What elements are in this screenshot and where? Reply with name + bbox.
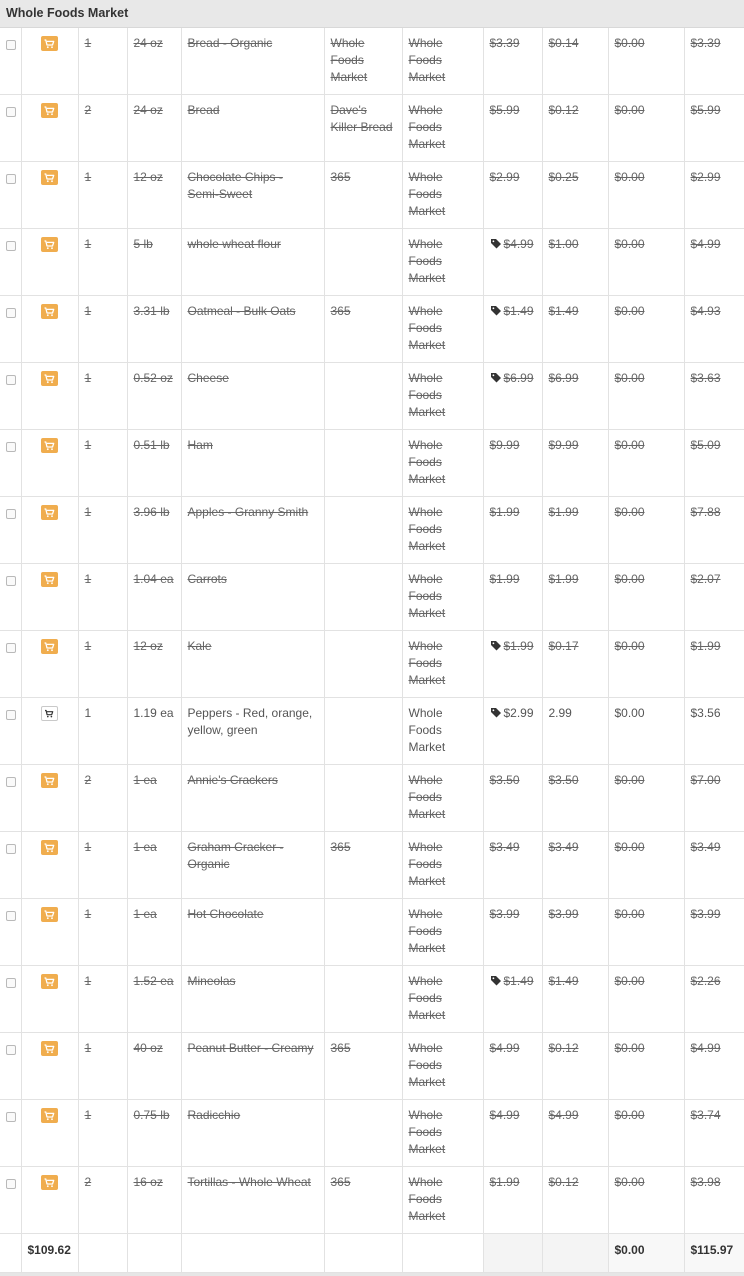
quantity: 1 (78, 497, 127, 564)
quantity: 1 (78, 229, 127, 296)
cart-cell[interactable] (21, 899, 78, 966)
price: $3.50 (489, 773, 520, 787)
row-checkbox[interactable] (0, 1033, 21, 1100)
unit-price: $9.99 (542, 430, 608, 497)
cart-icon[interactable] (41, 237, 58, 252)
row-checkbox[interactable] (0, 229, 21, 296)
checkbox-box[interactable] (6, 375, 16, 385)
table-row[interactable] (0, 1100, 744, 1167)
price-cell (483, 966, 542, 1033)
price-cell (483, 1167, 542, 1234)
unit-price: $1.99 (542, 497, 608, 564)
brand: 365 (324, 296, 402, 363)
totals-spacer (0, 1234, 21, 1273)
sale-tag-icon (490, 974, 504, 988)
price: $1.49 (503, 304, 534, 318)
row-checkbox[interactable] (0, 296, 21, 363)
row-checkbox[interactable] (0, 1167, 21, 1234)
checkbox-box[interactable] (6, 1045, 16, 1055)
checkbox-box[interactable] (6, 844, 16, 854)
line-total: $2.99 (684, 162, 744, 229)
discount: $0.00 (608, 832, 684, 899)
quantity: 1 (78, 899, 127, 966)
price: $2.99 (503, 706, 534, 720)
table-row[interactable] (0, 832, 744, 899)
size: 24 oz (127, 95, 181, 162)
checkbox-box[interactable] (6, 911, 16, 921)
cart-cell[interactable] (21, 698, 78, 765)
quantity: 1 (78, 832, 127, 899)
cart-cell[interactable] (21, 430, 78, 497)
price-cell (483, 95, 542, 162)
line-total: $7.00 (684, 765, 744, 832)
store: Whole Foods Market (402, 631, 483, 698)
sale-tag-icon (490, 304, 504, 318)
item-name[interactable]: Peppers - Red, orange, yellow, green (181, 698, 324, 765)
item-name[interactable]: Carrots (181, 564, 324, 631)
brand (324, 430, 402, 497)
table-row[interactable] (0, 363, 744, 430)
discount: $0.00 (608, 296, 684, 363)
size: 40 oz (127, 1033, 181, 1100)
cart-cell[interactable] (21, 497, 78, 564)
line-total: $5.99 (684, 95, 744, 162)
checkbox-box[interactable] (6, 643, 16, 653)
size: 12 oz (127, 631, 181, 698)
brand: 365 (324, 1167, 402, 1234)
line-total: $4.99 (684, 1033, 744, 1100)
size: 3.31 lb (127, 296, 181, 363)
table-row[interactable] (0, 765, 744, 832)
line-total: $3.98 (684, 1167, 744, 1234)
price: $2.99 (489, 170, 520, 184)
item-name[interactable]: Ham (181, 430, 324, 497)
discount: $0.00 (608, 1167, 684, 1234)
item-name[interactable]: Kale (181, 631, 324, 698)
cart-cell[interactable] (21, 1100, 78, 1167)
cart-icon[interactable] (41, 773, 58, 788)
table-row[interactable] (0, 564, 744, 631)
size: 1.04 ea (127, 564, 181, 631)
unit-price: $1.99 (542, 564, 608, 631)
store: Whole Foods Market (402, 430, 483, 497)
discount: $0.00 (608, 966, 684, 1033)
cart-icon[interactable] (41, 1108, 58, 1123)
cart-icon[interactable] (41, 103, 58, 118)
discount: $0.00 (608, 899, 684, 966)
price: $6.99 (503, 371, 534, 385)
checkbox-box[interactable] (6, 107, 16, 117)
quantity: 1 (78, 966, 127, 1033)
quantity: 1 (78, 296, 127, 363)
brand (324, 899, 402, 966)
table-row[interactable] (0, 631, 744, 698)
unit-price: $0.14 (542, 28, 608, 95)
item-name[interactable]: Graham Cracker - Organic (181, 832, 324, 899)
unit-price: $3.49 (542, 832, 608, 899)
sale-tag-icon (490, 639, 504, 653)
store-name: Whole Foods Market (6, 6, 129, 20)
item-name[interactable]: Chocolate Chips - Semi-Sweet (181, 162, 324, 229)
price: $5.99 (489, 103, 520, 117)
price: $9.99 (489, 438, 520, 452)
discount: $0.00 (608, 631, 684, 698)
store: Whole Foods Market (402, 564, 483, 631)
discount: $0.00 (608, 1033, 684, 1100)
cart-cell[interactable] (21, 966, 78, 1033)
quantity: 2 (78, 765, 127, 832)
size: 3.96 lb (127, 497, 181, 564)
line-total: $4.99 (684, 229, 744, 296)
size: 12 oz (127, 162, 181, 229)
checkbox-box[interactable] (6, 777, 16, 787)
cart-cell[interactable] (21, 28, 78, 95)
row-checkbox[interactable] (0, 564, 21, 631)
store: Whole Foods Market (402, 698, 483, 765)
item-name[interactable]: Hot Chocolate (181, 899, 324, 966)
cart-icon[interactable] (41, 1175, 58, 1190)
discount-total-value: $0.00 (608, 1234, 684, 1273)
cart-cell[interactable] (21, 631, 78, 698)
table-row[interactable] (0, 28, 744, 95)
unit-price: $0.25 (542, 162, 608, 229)
quantity: 1 (78, 1033, 127, 1100)
cart-icon[interactable] (41, 438, 58, 453)
unit-price: $0.12 (542, 1167, 608, 1234)
price-cell (483, 1100, 542, 1167)
brand: 365 (324, 1033, 402, 1100)
quantity: 1 (78, 430, 127, 497)
grand-total-value: $115.97 (684, 1234, 744, 1273)
sale-tag-icon (490, 706, 504, 720)
checkbox-box[interactable] (6, 1179, 16, 1189)
price-cell (483, 229, 542, 296)
size: 1 ea (127, 899, 181, 966)
line-total: $4.93 (684, 296, 744, 363)
row-checkbox[interactable] (0, 162, 21, 229)
row-checkbox[interactable] (0, 95, 21, 162)
quantity: 2 (78, 95, 127, 162)
discount: $0.00 (608, 162, 684, 229)
item-name[interactable]: Radicchio (181, 1100, 324, 1167)
cart-cell[interactable] (21, 95, 78, 162)
size: 1.52 ea (127, 966, 181, 1033)
unit-price: $0.12 (542, 95, 608, 162)
size: 24 oz (127, 28, 181, 95)
cart-cell[interactable] (21, 1033, 78, 1100)
item-name[interactable]: Peanut Butter - Creamy (181, 1033, 324, 1100)
cart-icon[interactable] (41, 304, 58, 319)
checkbox-box[interactable] (6, 442, 16, 452)
store: Whole Foods Market (402, 966, 483, 1033)
quantity: 1 (78, 698, 127, 765)
price: $3.99 (489, 907, 520, 921)
size: 0.51 lb (127, 430, 181, 497)
cart-cell[interactable] (21, 765, 78, 832)
store-header (0, 0, 744, 28)
price: $1.99 (489, 572, 520, 586)
price: $1.99 (489, 1175, 520, 1189)
cart-icon[interactable] (41, 1041, 58, 1056)
brand: 365 (324, 832, 402, 899)
size: 16 oz (127, 1167, 181, 1234)
store: Whole Foods Market (402, 229, 483, 296)
discount: $0.00 (608, 765, 684, 832)
price-cell (483, 765, 542, 832)
row-checkbox[interactable] (0, 1100, 21, 1167)
checkbox-box[interactable] (6, 710, 16, 720)
line-total: $1.99 (684, 631, 744, 698)
brand (324, 631, 402, 698)
quantity: 1 (78, 28, 127, 95)
item-name[interactable]: Cheese (181, 363, 324, 430)
row-checkbox[interactable] (0, 966, 21, 1033)
discount: $0.00 (608, 95, 684, 162)
quantity: 1 (78, 631, 127, 698)
row-checkbox[interactable] (0, 497, 21, 564)
unit-price: $4.99 (542, 1100, 608, 1167)
cart-cell[interactable] (21, 1167, 78, 1234)
unit-price: $1.49 (542, 296, 608, 363)
quantity: 2 (78, 1167, 127, 1234)
line-total: $2.26 (684, 966, 744, 1033)
item-name[interactable]: Tortillas - Whole Wheat (181, 1167, 324, 1234)
subtotal-value: $109.62 (21, 1234, 78, 1273)
table-row[interactable] (0, 95, 744, 162)
row-checkbox[interactable] (0, 430, 21, 497)
price-cell (483, 497, 542, 564)
price-cell (483, 832, 542, 899)
cart-icon[interactable] (41, 505, 58, 520)
unit-price: $6.99 (542, 363, 608, 430)
unit-price: $1.49 (542, 966, 608, 1033)
checkbox-box[interactable] (6, 576, 16, 586)
cart-icon[interactable] (41, 572, 58, 587)
price: $4.99 (489, 1108, 520, 1122)
store: Whole Foods Market (402, 95, 483, 162)
checkbox-box[interactable] (6, 174, 16, 184)
table-row[interactable] (0, 296, 744, 363)
discount: $0.00 (608, 28, 684, 95)
unit-price: 2.99 (542, 698, 608, 765)
sale-tag-icon (490, 371, 504, 385)
table-row[interactable] (0, 966, 744, 1033)
checkbox-box[interactable] (6, 40, 16, 50)
discount: $0.00 (608, 497, 684, 564)
price-cell (483, 162, 542, 229)
item-name[interactable]: Oatmeal - Bulk Oats (181, 296, 324, 363)
price-cell (483, 363, 542, 430)
price-cell (483, 631, 542, 698)
discount: $0.00 (608, 363, 684, 430)
cart-icon[interactable] (41, 639, 58, 654)
store: Whole Foods Market (402, 1167, 483, 1234)
line-total: $3.56 (684, 698, 744, 765)
unit-price: $0.17 (542, 631, 608, 698)
discount: $0.00 (608, 698, 684, 765)
store: Whole Foods Market (402, 1033, 483, 1100)
cart-icon[interactable] (41, 840, 58, 855)
size: 1 ea (127, 832, 181, 899)
shopping-list-table (0, 28, 744, 1273)
row-checkbox[interactable] (0, 698, 21, 765)
cart-icon[interactable] (41, 706, 58, 721)
line-total: $3.63 (684, 363, 744, 430)
line-total: $7.88 (684, 497, 744, 564)
store: Whole Foods Market (402, 296, 483, 363)
row-checkbox[interactable] (0, 28, 21, 95)
cart-cell[interactable] (21, 363, 78, 430)
unit-price: $3.50 (542, 765, 608, 832)
price-cell (483, 564, 542, 631)
cart-icon[interactable] (41, 371, 58, 386)
table-row[interactable] (0, 1167, 744, 1234)
item-name[interactable]: Bread (181, 95, 324, 162)
row-checkbox[interactable] (0, 832, 21, 899)
row-checkbox[interactable] (0, 899, 21, 966)
checkbox-box[interactable] (6, 978, 16, 988)
line-total: $3.39 (684, 28, 744, 95)
brand (324, 564, 402, 631)
cart-cell[interactable] (21, 564, 78, 631)
brand (324, 497, 402, 564)
table-row[interactable] (0, 430, 744, 497)
item-name[interactable]: Annie's Crackers (181, 765, 324, 832)
checkbox-box[interactable] (6, 308, 16, 318)
item-name[interactable]: Apples - Granny Smith (181, 497, 324, 564)
item-name[interactable]: Mineolas (181, 966, 324, 1033)
item-name[interactable]: whole wheat flour (181, 229, 324, 296)
brand: Dave's Killer Bread (324, 95, 402, 162)
totals-row (0, 1234, 744, 1273)
cart-cell[interactable] (21, 162, 78, 229)
store: Whole Foods Market (402, 899, 483, 966)
cart-cell[interactable] (21, 229, 78, 296)
size: 1 ea (127, 765, 181, 832)
store: Whole Foods Market (402, 162, 483, 229)
price: $3.39 (489, 36, 520, 50)
cart-icon[interactable] (41, 974, 58, 989)
store: Whole Foods Market (402, 765, 483, 832)
brand (324, 765, 402, 832)
table-row[interactable] (0, 229, 744, 296)
brand (324, 363, 402, 430)
brand (324, 1100, 402, 1167)
price: $1.99 (503, 639, 534, 653)
item-name[interactable]: Bread - Organic (181, 28, 324, 95)
price-cell (483, 899, 542, 966)
brand: Whole Foods Market (324, 28, 402, 95)
price-cell (483, 28, 542, 95)
price: $4.99 (503, 237, 534, 251)
sale-tag-icon (490, 237, 504, 251)
table-row[interactable] (0, 497, 744, 564)
quantity: 1 (78, 564, 127, 631)
price-cell (483, 698, 542, 765)
price-cell (483, 1033, 542, 1100)
checkbox-box[interactable] (6, 509, 16, 519)
unit-price: $1.00 (542, 229, 608, 296)
quantity: 1 (78, 162, 127, 229)
unit-price: $3.99 (542, 899, 608, 966)
cart-cell[interactable] (21, 832, 78, 899)
size: 0.75 lb (127, 1100, 181, 1167)
unit-price: $0.12 (542, 1033, 608, 1100)
line-total: $2.07 (684, 564, 744, 631)
size: 0.52 oz (127, 363, 181, 430)
table-row[interactable] (0, 162, 744, 229)
brand: 365 (324, 162, 402, 229)
brand (324, 229, 402, 296)
price: $3.49 (489, 840, 520, 854)
store: Whole Foods Market (402, 497, 483, 564)
store: Whole Foods Market (402, 363, 483, 430)
store: Whole Foods Market (402, 28, 483, 95)
brand (324, 698, 402, 765)
row-checkbox[interactable] (0, 363, 21, 430)
line-total: $5.09 (684, 430, 744, 497)
quantity: 1 (78, 1100, 127, 1167)
price: $4.99 (489, 1041, 520, 1055)
price: $1.99 (489, 505, 520, 519)
discount: $0.00 (608, 430, 684, 497)
store: Whole Foods Market (402, 1100, 483, 1167)
discount: $0.00 (608, 564, 684, 631)
checkbox-box[interactable] (6, 241, 16, 251)
cart-cell[interactable] (21, 296, 78, 363)
price: $1.49 (503, 974, 534, 988)
checkbox-box[interactable] (6, 1112, 16, 1122)
line-total: $3.74 (684, 1100, 744, 1167)
discount: $0.00 (608, 229, 684, 296)
price-cell (483, 296, 542, 363)
store: Whole Foods Market (402, 832, 483, 899)
line-total: $3.99 (684, 899, 744, 966)
table-row[interactable] (0, 899, 744, 966)
cart-icon[interactable] (41, 170, 58, 185)
cart-icon[interactable] (41, 907, 58, 922)
discount: $0.00 (608, 1100, 684, 1167)
table-row[interactable] (0, 1033, 744, 1100)
quantity: 1 (78, 363, 127, 430)
brand (324, 966, 402, 1033)
table-row[interactable] (0, 698, 744, 765)
size: 5 lb (127, 229, 181, 296)
price-cell (483, 430, 542, 497)
line-total: $3.49 (684, 832, 744, 899)
size: 1.19 ea (127, 698, 181, 765)
row-checkbox[interactable] (0, 765, 21, 832)
row-checkbox[interactable] (0, 631, 21, 698)
cart-icon[interactable] (41, 36, 58, 51)
